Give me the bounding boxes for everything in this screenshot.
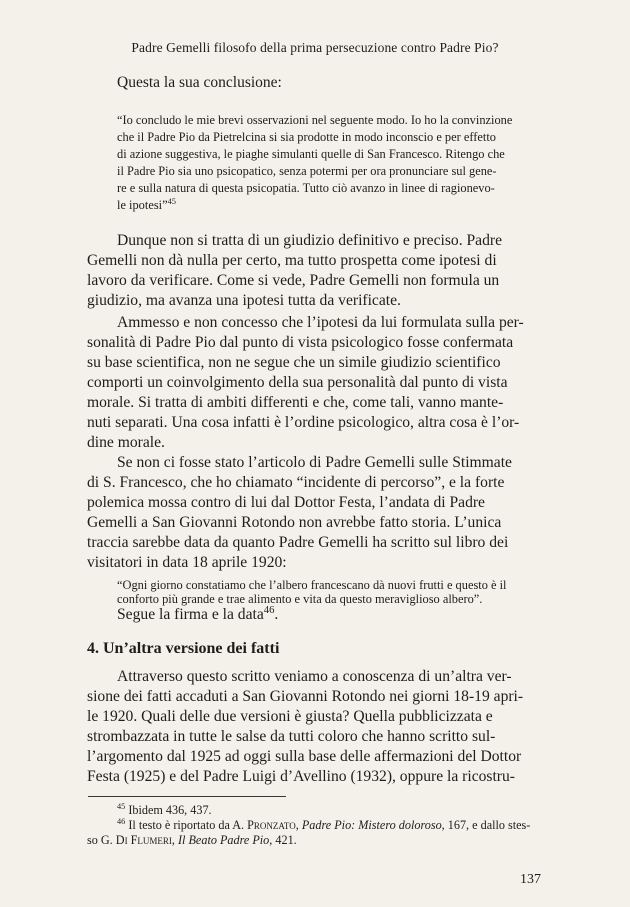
quote-line: conforto più grande e trae alimento e vita da questo meraviglioso albero”.: [117, 592, 483, 606]
body-line: strombazzata in tutte le salse da tutti coloro che hanno scritto sul-: [87, 728, 496, 745]
quote-line-last: [117, 195, 177, 213]
quote-line: che il Padre Pio da Pietrelcina si sia prodotte in modo inconscio e per effetto: [117, 130, 496, 144]
footnote-text: , 421.: [269, 833, 297, 847]
footnote-ref-46: 46: [263, 604, 275, 616]
body-line: Gemelli a San Giovanni Rotondo non avrebbe fatto storia. L’unica: [87, 514, 502, 531]
body-line: visitatori in data 18 aprile 1920:: [87, 554, 287, 571]
footnote-number: 45: [117, 801, 126, 811]
footnote-ref-45: 45: [167, 195, 177, 206]
body-line: l’argomento dal 1925 ad oggi sulla base delle affermazioni del Dottor: [87, 748, 522, 765]
intro-line: Questa la sua conclusione:: [117, 74, 282, 91]
body-line: comporti un coinvolgimento della sua personalità dal punto di vista: [87, 374, 508, 391]
body-line: dine morale.: [87, 434, 165, 451]
body-line: su base scientifica, non ne segue che un simile giudizio scientifico: [87, 354, 501, 371]
body-line: lavoro da verificare. Come si vede, Padre Gemelli non formula un: [87, 272, 500, 289]
body-line: traccia sarebbe data da quanto Padre Gemelli ha scritto sul libro dei: [87, 534, 509, 551]
footnote-46: [117, 818, 530, 833]
quote-line: re e sulla natura di questa psicopatia. Tutto ciò avanzo in linee di ragionevo-: [117, 181, 495, 195]
body-line: morale. Si tratta di ambiti differenti e che, come tali, vanno mante-: [87, 394, 504, 411]
body-line: Festa (1925) e del Padre Luigi d’Avellino (1932), oppure la ricostru-: [87, 768, 515, 785]
signature-period: .: [274, 606, 279, 623]
body-line: sonalità di Padre Pio dal punto di vista psicologico fosse confermata: [87, 334, 514, 351]
body-line: polemica mossa contro di lui dal Dottor Festa, l’andata di Padre: [87, 494, 485, 511]
body-line: Gemelli non dà nulla per certo, ma tutto prospetta come ipotesi di: [87, 252, 497, 269]
body-line: di S. Francesco, che ho chiamato “incidente di percorso”, e la forte: [87, 474, 505, 491]
body-line: Ammesso e non concesso che l’ipotesi da lui formulata sulla per-: [117, 314, 524, 331]
footnote-divider: [88, 796, 286, 797]
body-line: Dunque non si tratta di un giudizio definitivo e preciso. Padre: [117, 232, 502, 249]
footnote-text: Ibidem 436, 437.: [128, 803, 212, 817]
body-line: Se non ci fosse stato l’articolo di Padre Gemelli sulle Stimmate: [117, 454, 512, 471]
running-header: Padre Gemelli filosofo della prima persecuzione contro Padre Pio?: [131, 40, 499, 55]
footnote-text: , 167, e dallo stes-: [441, 818, 531, 832]
page-number: 137: [520, 872, 541, 887]
footnote-text: Il testo è riportato da A.: [128, 818, 248, 832]
footnote-text: so G.: [87, 833, 116, 847]
footnote-text: ,: [295, 818, 302, 832]
footnote-46-continued: [87, 833, 297, 848]
quote-text: le ipotesi”: [117, 198, 168, 212]
quote-line: “Ogni giorno constatiamo che l’albero francescano dà nuovi frutti e questo è il: [117, 578, 507, 592]
body-line: Attraverso questo scritto veniamo a conoscenza di un’altra ver-: [117, 668, 512, 685]
footnote-45: [117, 803, 212, 818]
author-name: Pronzato: [247, 818, 296, 832]
book-title: Padre Pio: Mistero doloroso: [301, 818, 442, 832]
footnote-number: 46: [117, 816, 126, 826]
footnote-text: ,: [171, 833, 178, 847]
body-line: sione dei fatti accaduti a San Giovanni Rotondo nei giorni 18-19 apri-: [87, 688, 524, 705]
book-title: Il Beato Padre Pio: [178, 833, 270, 847]
signature-line: [117, 606, 278, 624]
quote-line: “Io concludo le mie brevi osservazioni nel seguente modo. Io ho la convinzione: [117, 113, 513, 127]
quote-line: di azione suggestiva, le piaghe simulanti quelle di San Francesco. Ritengo che: [117, 147, 505, 161]
signature-text: Segue la firma e la data: [117, 606, 264, 623]
section-title: 4. Un’altra versione dei fatti: [87, 640, 280, 657]
body-line: nuti separati. Una cosa infatti è l’ordine psicologico, altra cosa è l’or-: [87, 414, 520, 431]
body-line: le 1920. Quali delle due versioni è giusta? Quella pubblicizzata e: [87, 708, 493, 725]
author-name: Di Flumeri: [115, 833, 172, 847]
quote-line: il Padre Pio sia uno psicopatico, senza potermi per ora pronunciare sul gene-: [117, 164, 497, 178]
body-line: giudizio, ma avanza una ipotesi tutta da verificate.: [87, 292, 401, 309]
